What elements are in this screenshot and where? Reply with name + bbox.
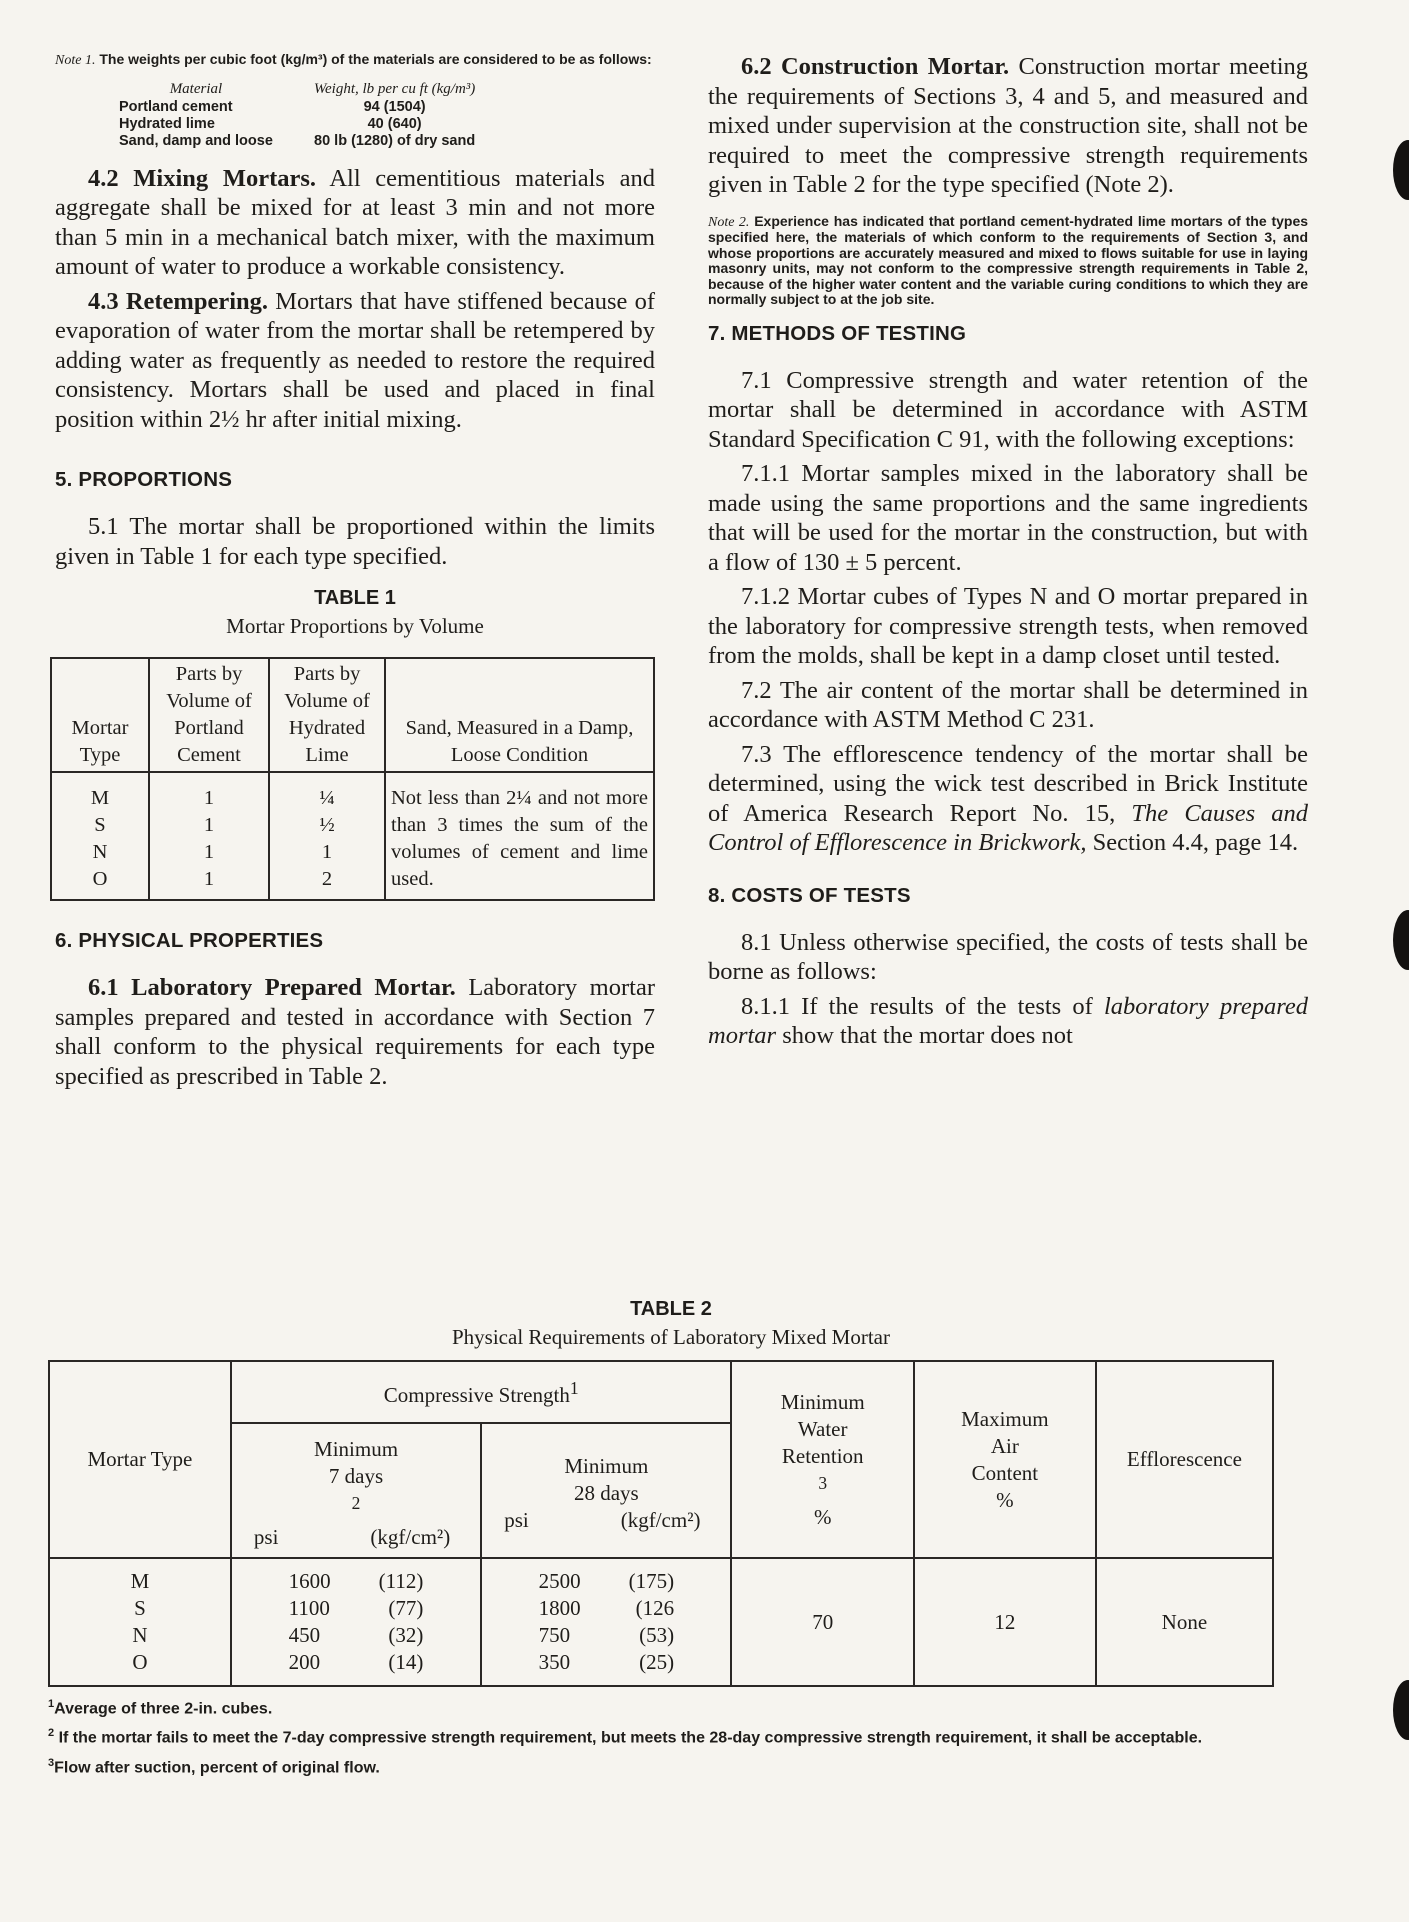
table-2-header-water-unit: % — [813, 1504, 832, 1529]
table-1-header-sand: Sand, Measured in a Damp, Loose Condition — [385, 658, 654, 772]
material-name: Sand, damp and loose — [119, 132, 273, 149]
materials-row — [118, 116, 476, 133]
footnote-2-marker: 2 — [48, 1727, 55, 1740]
table-2-28day-values — [481, 1558, 731, 1686]
note-1-label: Note 1. — [55, 53, 96, 68]
footnote-2-text: If the mortar fails to meet the 7-day compressive strength requirement, but meets the 28-day compressive strength requirement, it shall be acceptable. — [58, 1729, 1203, 1747]
table-2-psi7-cell: 200 — [288, 1650, 321, 1674]
table-2-type-cell: S — [134, 1596, 146, 1620]
section-5-heading: 5. PROPORTIONS — [55, 468, 233, 491]
material-weight: 94 (1504) — [363, 98, 426, 115]
table-2-kgf7-cell: (112) — [378, 1569, 424, 1593]
table-2-psi28-cell: 750 — [538, 1623, 571, 1647]
note-2-label: Note 2. — [708, 214, 750, 230]
section-8-heading: 8. COSTS OF TESTS — [708, 883, 911, 907]
table-2-kgf28-cell: (53) — [639, 1623, 675, 1647]
table-1-header-lime: Parts by Volume of Hydrated Lime — [269, 658, 385, 772]
table-2-header-air-unit: % — [996, 1487, 1014, 1512]
table-2-header-7days-units — [232, 1524, 480, 1551]
materials-row — [118, 99, 476, 116]
table-2-psi28-cell: 350 — [538, 1650, 571, 1674]
table-1-cement-cell: 1 — [203, 868, 215, 890]
table-2-body-row — [49, 1558, 1273, 1686]
right-column — [708, 52, 1308, 1056]
table-2-header-28days-label: Minimum 28 days — [564, 1454, 649, 1505]
table-2-type-cell: M — [130, 1569, 150, 1593]
table-1-lime-cell: ¼ — [319, 787, 335, 809]
table-2-kgf7-cell: (77) — [388, 1596, 424, 1620]
section-6-2-text: Construction mortar meeting the requirements of Sections 3, 4 and 5, and measured and mixed under supervision at the construction site, shall not be required to meet the compressive strength requirements given in Table 2 for the type specified (Note 2). — [708, 53, 1308, 198]
table-1-lime-cell: 1 — [321, 841, 333, 863]
table-2-7day-values — [231, 1558, 481, 1686]
table-2-title: TABLE 2 — [630, 1298, 712, 1320]
table-2-header-efflorescence: Efflorescence — [1096, 1361, 1273, 1558]
section-4-2-text: All cementitious materials and aggregate shall be mixed for at least 3 min and not more than 5 min in a mechanical batch mixer, with the maximum amount of water to produce a workable consistency. — [55, 164, 655, 280]
section-6-1 — [55, 973, 655, 1091]
table-1-cement-cell: 1 — [203, 841, 215, 863]
table-2-psi28-cell: 2500 — [538, 1569, 581, 1593]
table-1-type-cell: M — [90, 787, 110, 809]
table-2-type-cell: O — [132, 1650, 148, 1674]
section-6-1-heading: 6.1 Laboratory Prepared Mortar. — [88, 974, 456, 1001]
table-2 — [48, 1360, 1274, 1687]
table-1-lime-cell: 2 — [321, 868, 333, 890]
table-2-header-7days-sup: 2 — [351, 1493, 361, 1513]
section-4-2 — [55, 164, 655, 282]
table-1-cement-cell: 1 — [203, 787, 215, 809]
table-1-title: TABLE 1 — [314, 587, 396, 609]
section-4-3-heading: 4.3 Retempering. — [88, 287, 269, 315]
table-2-psi28-cell: 1800 — [538, 1596, 581, 1620]
table-2-footnotes — [48, 1695, 1274, 1777]
section-8-1-1 — [708, 992, 1308, 1051]
note-2-text: Experience has indicated that portland cement-hydrated lime mortars of the types specified here, the materials of which conform to the requirements of Section 3, and whose proportions are accurately measured and mixed to flows suitable for use in laying masonry units, may not conform to the compressive strength requirements in Table 2, because of the higher water content and the variable curing conditions to which they are normally subject to at the job site. — [708, 212, 1309, 307]
table-2-header-7days — [231, 1423, 481, 1558]
table-1-types — [51, 772, 149, 900]
table-2-types — [49, 1558, 231, 1686]
table-1-body-row — [51, 772, 654, 900]
table-1-type-cell: N — [92, 841, 108, 863]
table-2-kgf28-cell: (126 — [635, 1596, 675, 1620]
section-8-1-1-italic: laboratory prepared mortar — [708, 992, 1308, 1049]
table-1-type-cell: O — [92, 868, 108, 890]
table-2-kgf28-cell: (25) — [639, 1650, 675, 1674]
section-6-heading: 6. PHYSICAL PROPERTIES — [55, 929, 324, 952]
table-1-subtitle: Mortar Proportions by Volume — [226, 614, 484, 638]
section-7-heading: 7. METHODS OF TESTING — [708, 321, 967, 345]
table-2-efflorescence-value: None — [1096, 1558, 1273, 1686]
materials-header-material: Material — [169, 80, 223, 97]
section-8-1-1-text-end: show that the mortar does not — [776, 1022, 1073, 1049]
footnote-3-text: Flow after suction, percent of original flow. — [54, 1758, 380, 1776]
note-1-text: The weights per cubic foot (kg/m³) of the materials are considered to be as follows: — [99, 51, 652, 67]
table-2-header-kgf: (kgf/cm²) — [620, 1508, 701, 1532]
materials-header-weight: Weight, lb per cu ft (kg/m³) — [313, 80, 476, 97]
table-1-cement-values — [149, 772, 269, 900]
table-2-header-psi: psi — [253, 1525, 279, 1549]
table-1-sand-text: Not less than 2¼ and not more than 3 times the sum of the volumes of cement and lime used. — [385, 772, 654, 900]
binder-hole-middle — [1393, 910, 1409, 970]
section-7-2: 7.2 The air content of the mortar shall be determined in accordance with ASTM Method C 231. — [708, 676, 1308, 733]
table-2-header-kgf: (kgf/cm²) — [370, 1525, 451, 1549]
table-2-header-type: Mortar Type — [49, 1361, 231, 1558]
table-2-kgf7-cell: (14) — [388, 1650, 424, 1674]
material-name: Hydrated lime — [119, 115, 215, 132]
section-6-1-text: Laboratory mortar samples prepared and tested in accordance with Section 7 shall conform to the physical requirements for each type specified as prescribed in Table 2. — [55, 974, 655, 1090]
table-2-subtitle: Physical Requirements of Laboratory Mixed Mortar — [452, 1325, 890, 1349]
table-1-lime-cell: ½ — [319, 814, 335, 836]
section-7-3-text-end: Section 4.4, page 14. — [1086, 829, 1299, 856]
table-2-type-cell: N — [132, 1623, 148, 1647]
table-1-lime-values — [269, 772, 385, 900]
table-2-psi7-cell: 1100 — [288, 1596, 330, 1620]
footnote-3 — [48, 1754, 1274, 1777]
section-8-1: 8.1 Unless otherwise specified, the costs of tests shall be borne as follows: — [708, 928, 1308, 985]
section-4-2-heading: 4.2 Mixing Mortars. — [88, 164, 317, 192]
table-2-header-psi: psi — [504, 1508, 529, 1532]
footnote-1-marker: 1 — [48, 1698, 55, 1710]
table-1-cement-cell: 1 — [203, 814, 215, 836]
table-2-header-compressive-label: Compressive Strength — [383, 1383, 570, 1407]
table-1-header-cement: Parts by Volume of Portland Cement — [149, 658, 269, 772]
table-2-water-value: 70 — [731, 1558, 913, 1686]
table-2-air-value: 12 — [914, 1558, 1096, 1686]
table-1 — [50, 657, 655, 901]
table-2-header-28days — [481, 1423, 731, 1558]
section-7-1: 7.1 Compressive strength and water retention of the mortar shall be determined in accordance with ASTM Standard Specification C 91, with the following exceptions: — [708, 366, 1308, 453]
footnote-3-marker: 3 — [48, 1756, 55, 1769]
table-1-header-type: Mortar Type — [51, 658, 149, 772]
section-7-3 — [708, 740, 1308, 858]
material-weight: 80 lb (1280) of dry sand — [314, 132, 476, 149]
table-2-kgf28-cell: (175) — [628, 1569, 675, 1593]
material-weight: 40 (640) — [367, 115, 422, 132]
section-7-1-1: 7.1.1 Mortar samples mixed in the laboratory shall be made using the same proportions and the same ingredients that will be used for the mortar in the construction, but with a flow of 130 ± 5 percent. — [708, 460, 1308, 576]
table-2-header-air — [914, 1361, 1096, 1558]
section-5-1: 5.1 The mortar shall be proportioned within the limits given in Table 1 for each type specified. — [55, 513, 655, 570]
footnote-1 — [48, 1695, 1274, 1718]
table-2-header-water-label: Minimum Water Retention — [780, 1389, 865, 1468]
binder-hole-top — [1393, 140, 1409, 200]
table-2-header-air-label: Maximum Air Content — [961, 1406, 1049, 1485]
section-8-1-1-text: 8.1.1 If the results of the tests of — [741, 992, 1104, 1020]
table-2-header-7days-label: Minimum 7 days — [314, 1437, 399, 1488]
table-2-header-compressive — [231, 1361, 732, 1423]
material-name: Portland cement — [119, 98, 233, 115]
table-2-psi7-cell: 1600 — [288, 1569, 331, 1593]
left-column — [55, 52, 655, 1096]
section-7-3-text: 7.3 The efflorescence tendency of the mortar shall be determined, using the wick test described in Brick Institute of America Research Report No. 15, — [708, 740, 1308, 827]
table-1-type-cell: S — [94, 814, 106, 836]
section-7-1-2: 7.1.2 Mortar cubes of Types N and O mortar prepared in the laboratory for compressive strength tests, when removed from the molds, shall be kept in a damp closet until tested. — [708, 583, 1308, 669]
note-1 — [55, 52, 655, 69]
note-2 — [708, 214, 1308, 308]
table-2-psi7-cell: 450 — [288, 1623, 321, 1647]
section-4-3 — [55, 287, 655, 435]
table-2-header-water-sup: 3 — [818, 1472, 828, 1493]
table-2-kgf7-cell: (32) — [388, 1623, 424, 1647]
footnote-1-text: Average of three 2-in. cubes. — [54, 1700, 273, 1718]
footnote-2 — [48, 1724, 1274, 1747]
binder-hole-bottom — [1393, 1680, 1409, 1740]
section-6-2 — [708, 52, 1308, 200]
table-2-block — [48, 1298, 1274, 1777]
materials-weight-table — [118, 81, 476, 150]
materials-row — [118, 133, 476, 150]
section-6-2-heading: 6.2 Construction Mortar. — [741, 53, 1010, 80]
table-2-header-compressive-sup: 1 — [569, 1378, 579, 1398]
table-2-header-28days-units — [482, 1507, 730, 1534]
table-2-header-water — [731, 1361, 913, 1558]
section-7-3-title: The Causes and Control of Efflorescence in Brickwork, — [708, 799, 1308, 856]
section-4-3-text: Mortars that have stiffened because of evaporation of water from the mortar shall be retempered by adding water as frequently as needed to restore the required consistency. Mortars shall be used and placed in final position within 2½ hr after initial mixing. — [55, 287, 656, 433]
